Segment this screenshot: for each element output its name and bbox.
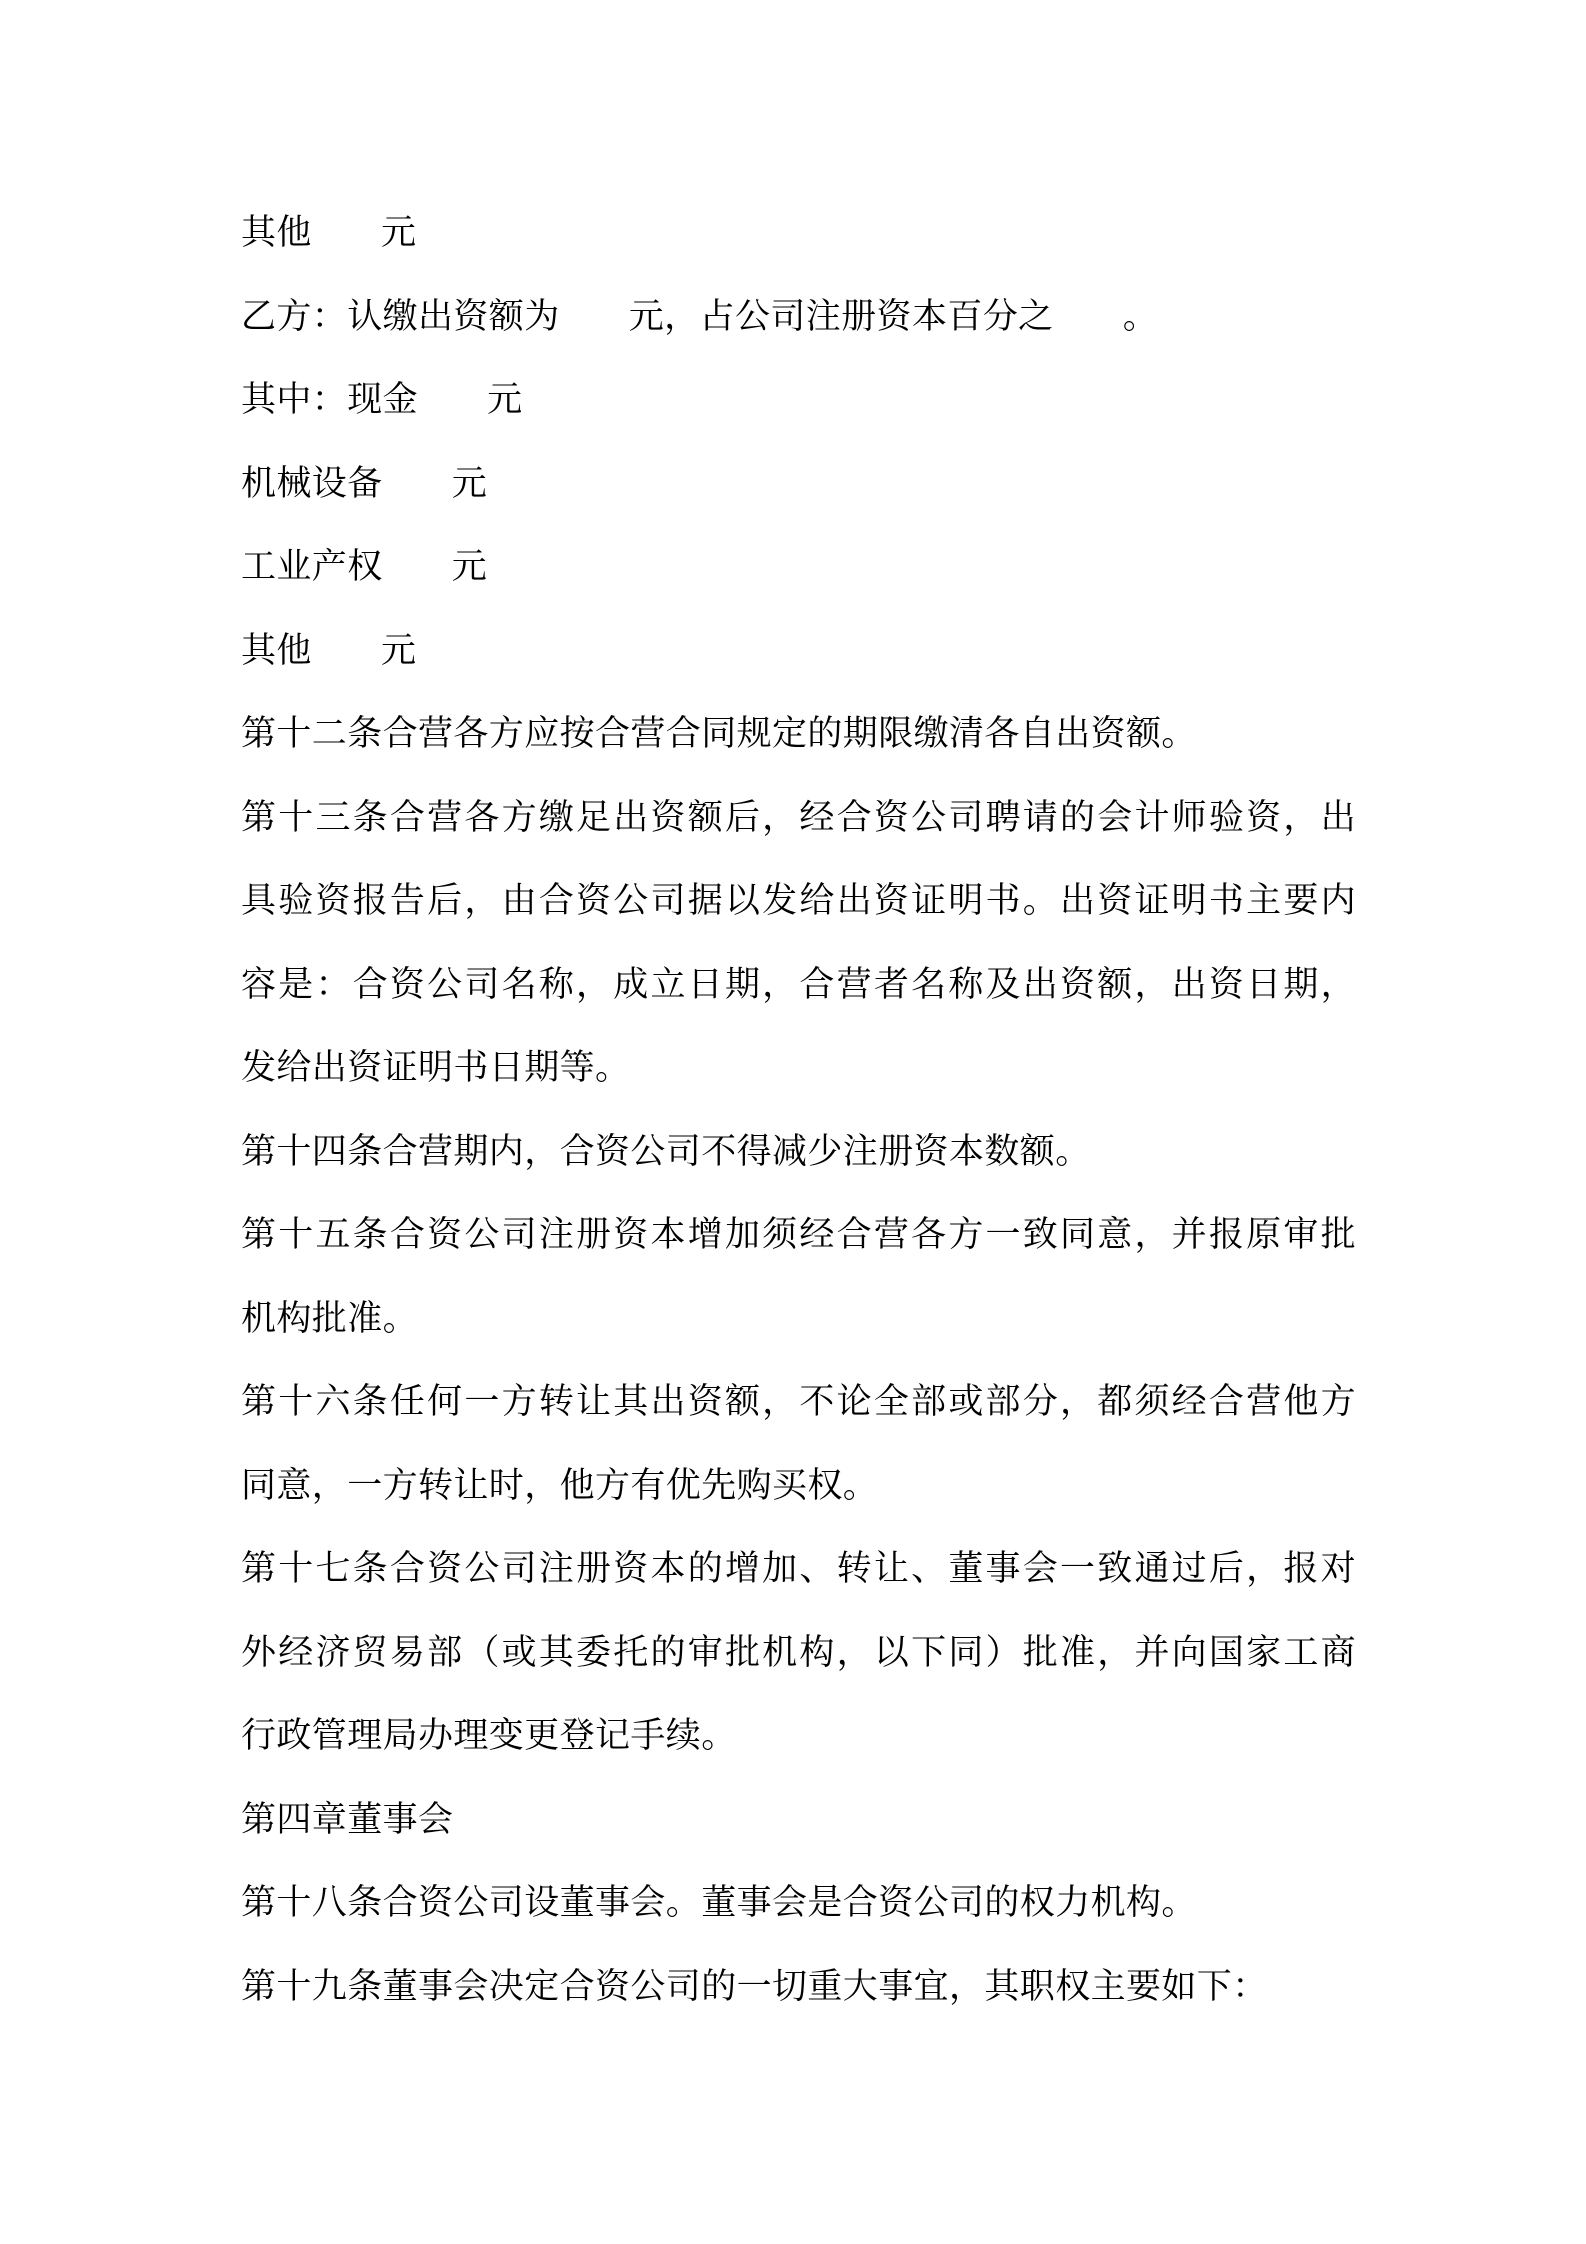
text-line: 机械设备 元: [241, 463, 488, 504]
text-line: 其他 元: [241, 213, 417, 253]
text-line: 第十八条合资公司设董事会。董事会是合资公司的权力机构。: [241, 1883, 1197, 1923]
text-line: 外经济贸易部（或其委托的审批机构，以下同）批准，并向国家工商: [241, 1632, 1356, 1673]
text-line: 第十六条任何一方转让其出资额，不论全部或部分，都须经合营他方: [241, 1382, 1356, 1422]
text-line: 发给出资证明书日期等。: [241, 1048, 631, 1088]
text-line: 机构批准。: [241, 1298, 419, 1339]
text-line: 工业产权 元: [241, 547, 488, 587]
text-line: 具验资报告后，由合资公司据以发给出资证明书。出资证明书主要内: [241, 881, 1356, 921]
text-line: 第十三条合营各方缴足出资额后，经合资公司聘请的会计师验资，出: [241, 797, 1356, 838]
text-line: 第十九条董事会决定合资公司的一切重大事宜，其职权主要如下：: [241, 1966, 1268, 2007]
text-line: 行政管理局办理变更登记手续。: [241, 1716, 737, 1756]
text-line: 第十七条合资公司注册资本的增加、转让、董事会一致通过后，报对: [241, 1549, 1356, 1589]
document-body: [241, 192, 1356, 2029]
text-line: 其他 元: [241, 630, 417, 671]
text-line: 乙方：认缴出资额为 元，占公司注册资本百分之 。: [241, 296, 1159, 337]
text-line: 第十五条合资公司注册资本增加须经合营各方一致同意，并报原审批: [241, 1215, 1356, 1255]
chapter-heading: 第四章董事会: [241, 1799, 454, 1840]
text-line: 第十二条合营各方应按合营合同规定的期限缴清各自出资额。: [241, 714, 1197, 754]
text-line: 第十四条合营期内，合资公司不得减少注册资本数额。: [241, 1131, 1091, 1172]
text-line: 容是：合资公司名称，成立日期，合营者名称及出资额，出资日期，: [241, 964, 1356, 1005]
text-line: 同意，一方转让时，他方有优先购买权。: [241, 1465, 879, 1506]
text-line: 其中：现金 元: [241, 380, 523, 420]
